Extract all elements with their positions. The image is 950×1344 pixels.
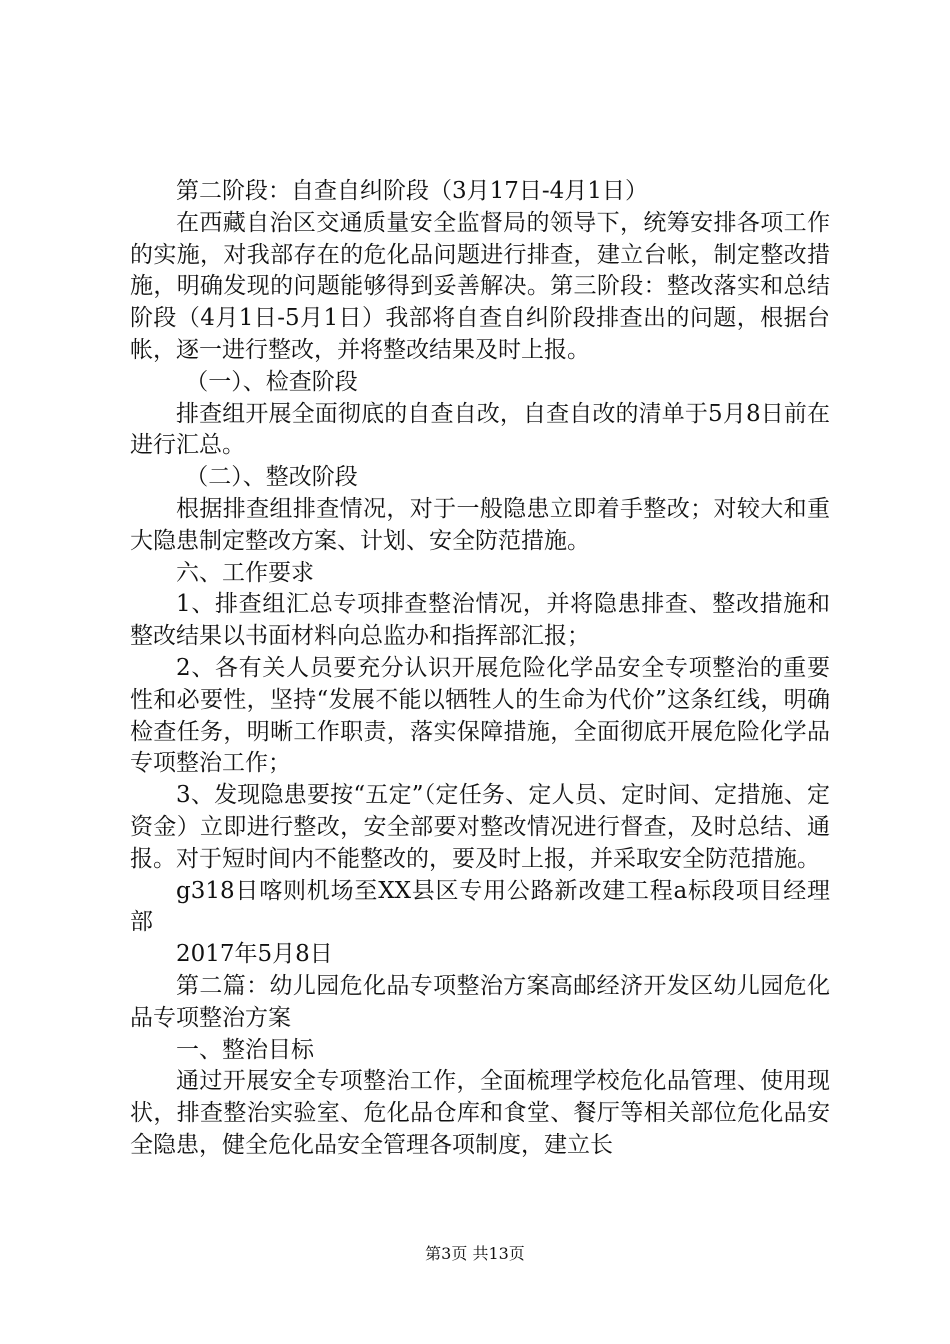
paragraph-stage-two-heading: 第二阶段：自查自纠阶段（3月17日-4月1日） xyxy=(176,178,648,204)
page-footer: 第3页 共13页 xyxy=(425,1244,525,1263)
paragraph-work-requirements-heading: 六、工作要求 xyxy=(176,559,314,586)
paragraph-goal-heading: 一、整治目标 xyxy=(176,1036,314,1063)
paragraph-inspection-stage-body: 排查组开展全面彻底的自查自改，自查自改的清单于5月8日前在进行汇总。 xyxy=(130,400,830,459)
paragraph-stage-two-body: 在西藏自治区交通质量安全监督局的领导下，统筹安排各项工作的实施，对我部存在的危化品问题进行排查，建立台帐，制定整改措施，明确发现的问题能够得到妥善解决。第三阶段：整改落实和总结阶段（4月1日-5月1日）我部将自查自纠阶段排查出的问题，根据台帐，逐一进行整改，并将整改结果及时上报。 xyxy=(130,209,830,363)
paragraph-requirement-2: 2、各有关人员要充分认识开展危险化学品安全专项整治的重要性和必要性，坚持“发展不能以牺牲人的生命为代价”这条红线，明确检查任务，明晰工作职责，落实保障措施，全面彻底开展危险化学品专项整治工作； xyxy=(130,654,830,777)
paragraph-signature-org: g318日喀则机场至XX县区专用公路新改建工程a标段项目经理部 xyxy=(130,877,830,936)
paragraph-inspection-stage-heading: （一）、检查阶段 xyxy=(185,368,358,395)
paragraph-rectification-stage-body: 根据排查组排查情况，对于一般隐患立即着手整改；对较大和重大隐患制定整改方案、计划、安全防范措施。 xyxy=(130,495,830,554)
paragraph-rectification-stage-heading: （二）、整改阶段 xyxy=(185,464,358,491)
paragraph-requirement-1: 1、排查组汇总专项排查整治情况，并将隐患排查、整改措施和整改结果以书面材料向总监办和指挥部汇报； xyxy=(130,591,830,650)
paragraph-goal-body: 通过开展安全专项整治工作，全面梳理学校危化品管理、使用现状，排查整治实验室、危化品仓库和食堂、餐厅等相关部位危化品安全隐患，健全危化品安全管理各项制度，建立长 xyxy=(130,1068,830,1158)
paragraph-signature-date: 2017年5月8日 xyxy=(176,941,333,968)
paragraph-second-article-title: 第二篇：幼儿园危化品专项整治方案高邮经济开发区幼儿园危化品专项整治方案 xyxy=(130,972,830,1031)
document-body xyxy=(130,176,830,1162)
paragraph-requirement-3: 3、发现隐患要按“五定”（定任务、定人员、定时间、定措施、定资金）立即进行整改，安全部要对整改情况进行督查，及时总结、通报。对于短时间内不能整改的，要及时上报，并采取安全防范措施。 xyxy=(130,782,830,872)
